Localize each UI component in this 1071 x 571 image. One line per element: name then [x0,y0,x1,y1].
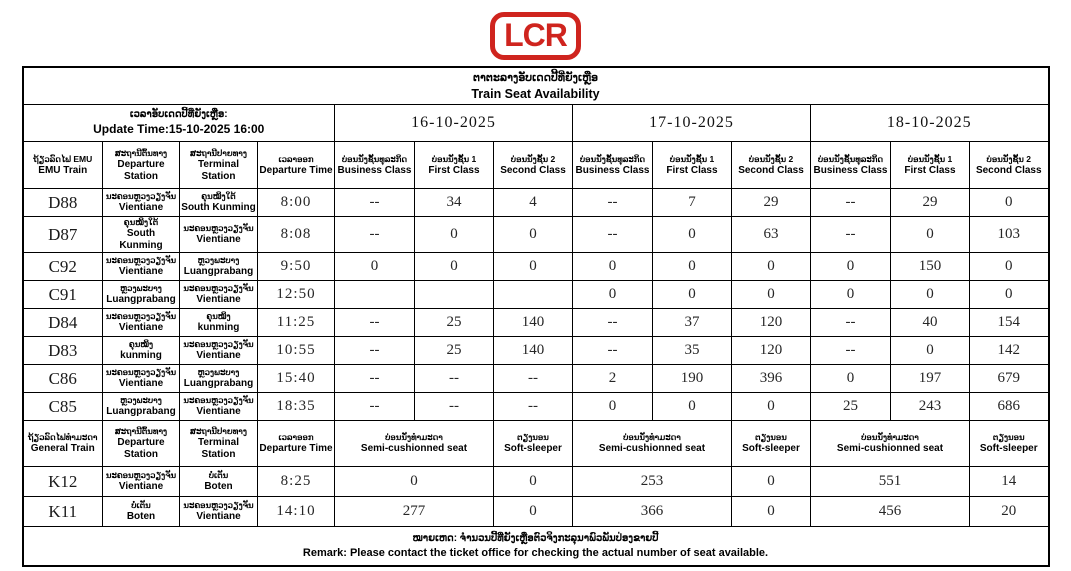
class-header-0-2 [494,142,573,189]
soft-sleeper-cell-1: 0 [732,497,811,527]
train-code-cell: D87 [23,217,103,253]
date-header-cell-2: 18-10-2025 [811,105,1049,142]
seat-count-cell-2-2: 154 [970,309,1049,337]
seat-count-cell-0-1: 25 [415,337,494,365]
emu-header-departure-en: Departure Station [117,158,165,182]
class-header-1-0-en: Business Class [575,164,650,176]
general-header-train-lao: ຖ້ຽວລົດໄຟທຳມະດາ [28,432,98,442]
semi-cushioned-seat-cell-0: 0 [335,467,494,497]
seat-count-cell-2-1: 29 [891,189,970,217]
emu-header-time-en: Departure Time [259,164,333,176]
date-header-cell-1: 17-10-2025 [573,105,811,142]
general-seat-header-1-semi [573,421,732,467]
update-time-en: Update Time:15-10-2025 16:00 [93,122,265,136]
terminal-station-cell [180,365,258,393]
seat-count-cell-0-2: 4 [494,189,573,217]
terminal-station-cell-lao: ນະຄອນຫຼວງວຽງຈັນ [183,283,254,293]
class-header-2-0-lao: ບ່ອນນັ່ງຊັ້ນທຸລະກິດ [817,153,884,164]
terminal-station-cell [180,217,258,253]
seat-count-cell-1-0: -- [573,217,653,253]
emu-header-train-en: EMU Train [38,164,88,176]
train-code-cell: C92 [23,253,103,281]
class-header-2-1 [891,142,970,189]
seat-count-cell-0-1: 34 [415,189,494,217]
emu-train-row-C86 [23,365,1049,393]
seat-count-cell-2-0: -- [811,217,891,253]
seat-count-cell-1-0: 0 [573,281,653,309]
remark-en: Remark: Please contact the ticket office for checking the actual number of seat available. [302,546,769,559]
seat-count-cell-1-1: 37 [653,309,732,337]
table-title-en: Train Seat Availability [471,86,600,101]
train-code-cell: K12 [23,467,103,497]
train-code-cell: K11 [23,497,103,527]
update-time-cell [23,105,335,142]
departure-station-cell [103,365,180,393]
lcr-logo-text: LCR [504,17,567,53]
class-header-2-1-lao: ບ່ອນນັ່ງຊັ້ນ 1 [907,153,953,164]
terminal-station-cell-lao: ບໍ່ເຕັນ [208,470,229,480]
general-seat-header-2-semi [811,421,970,467]
terminal-station-cell [180,253,258,281]
seat-count-cell-1-1: 7 [653,189,732,217]
departure-station-cell-en: Luangprabang [106,294,176,305]
departure-time-cell: 18:35 [258,393,335,421]
general-header-terminal [180,421,258,467]
emu-header-departure-lao: ສະຖານີຕົ້ນທາງ [114,147,168,158]
departure-station-cell [103,467,180,497]
terminal-station-cell-lao: ຄຸນໝິງ [206,311,231,321]
terminal-station-cell-lao: ນະຄອນຫຼວງວຽງຈັນ [183,223,254,233]
emu-train-row-C91 [23,281,1049,309]
general-seat-header-2-semi-lao: ບ່ອນນັ່ງທຳມະດາ [861,432,919,442]
seat-count-cell-1-1: 35 [653,337,732,365]
terminal-station-cell-lao: ຫຼວງພະບາງ [197,367,240,377]
terminal-station-cell-en: Luangprabang [183,266,254,277]
departure-station-cell-en: Vientiane [118,202,164,213]
seat-count-cell-2-1: 40 [891,309,970,337]
terminal-station-cell-en: Vientiane [196,350,241,361]
general-header-departure-lao: ສະຖານີຕົ້ນທາງ [114,426,168,436]
departure-station-cell-lao: ບໍ່ເຕັນ [131,500,151,510]
remark-row [23,527,1049,567]
emu-train-row-D84 [23,309,1049,337]
seat-count-cell-0-0: -- [335,337,415,365]
emu-header-terminal-lao: ສະຖານີປາຍທາງ [189,147,247,158]
terminal-station-cell-en: South Kunming [181,202,256,213]
emu-header-train-lao: ຖ້ຽວລົດໄຟ EMU [33,153,93,164]
terminal-station-cell-en: Luangprabang [183,378,254,389]
terminal-station-cell-lao: ນະຄອນຫຼວງວຽງຈັນ [183,395,254,405]
seat-count-cell-1-1: 0 [653,217,732,253]
logo-area [0,0,1071,60]
seat-count-cell-2-0: 25 [811,393,891,421]
general-header-train-en: General Train [30,443,95,454]
general-seat-header-1-semi-lao: ບ່ອນນັ່ງທຳມະດາ [623,432,681,442]
terminal-station-cell [180,393,258,421]
class-header-2-0-en: Business Class [813,164,888,176]
general-seat-header-1-semi-en: Semi-cushionned seat [598,443,706,454]
seat-count-cell-2-2: 686 [970,393,1049,421]
seat-count-cell-1-0: 0 [573,393,653,421]
semi-cushioned-seat-cell-0: 277 [335,497,494,527]
table-title-cell [23,67,1049,105]
seat-count-cell-1-2: 0 [732,253,811,281]
terminal-station-cell [180,497,258,527]
class-header-2-2-en: Second Class [975,164,1042,176]
class-header-1-2-en: Second Class [738,164,804,176]
seat-count-cell-1-0: 0 [573,253,653,281]
seat-count-cell-0-2: 0 [494,253,573,281]
seat-count-cell-1-2: 396 [732,365,811,393]
seat-count-cell-0-0: -- [335,189,415,217]
departure-station-cell-en: kunming [120,350,162,361]
seat-count-cell-2-1: 243 [891,393,970,421]
emu-header-time-lao: ເວລາອອກ [278,153,314,164]
class-header-1-0-lao: ບ່ອນນັ່ງຊັ້ນທຸລະກິດ [579,153,646,164]
class-header-2-0 [811,142,891,189]
seat-count-cell-0-1: 0 [415,253,494,281]
general-seat-header-2-sleeper [970,421,1049,467]
class-header-0-0-en: Business Class [337,164,412,176]
semi-cushioned-seat-cell-2: 456 [811,497,970,527]
general-seat-header-0-semi-en: Semi-cushionned seat [360,443,468,454]
general-header-departure-en: Departure Station [117,437,165,460]
seat-count-cell-2-2: 679 [970,365,1049,393]
seat-count-cell-0-2: 140 [494,337,573,365]
departure-station-cell-lao: ນະຄອນຫຼວງວຽງຈັນ [105,367,177,377]
terminal-station-cell-en: Vientiane [196,511,241,522]
class-header-0-0-lao: ບ່ອນນັ່ງຊັ້ນທຸລະກິດ [341,153,408,164]
class-header-1-1-lao: ບ່ອນນັ່ງຊັ້ນ 1 [669,153,715,164]
departure-time-cell: 14:10 [258,497,335,527]
terminal-station-cell [180,309,258,337]
class-header-0-2-en: Second Class [500,164,566,176]
departure-station-cell-lao: ນະຄອນຫຼວງວຽງຈັນ [105,311,177,321]
departure-station-cell [103,281,180,309]
departure-time-cell: 8:08 [258,217,335,253]
departure-station-cell-lao: ຄຸນໝິງໃຕ້ [123,217,159,227]
class-header-0-1-en: First Class [428,164,480,176]
general-seat-header-0-semi [335,421,494,467]
semi-cushioned-seat-cell-1: 253 [573,467,732,497]
table-title-lao: ຕາຕະລາງອັບເດດປີ້ທີ່ຍັງເຫຼືອ [472,71,599,84]
departure-time-cell: 8:00 [258,189,335,217]
seat-count-cell-2-0: -- [811,189,891,217]
general-seat-header-0-sleeper-lao: ຕຽງນອນ [517,432,549,442]
seat-count-cell-1-1: 0 [653,281,732,309]
terminal-station-cell [180,189,258,217]
emu-train-row-D87 [23,217,1049,253]
seat-count-cell-1-2: 0 [732,393,811,421]
update-time-lao: ເວລາອັບເດດປີ້ທີ່ຍັງເຫຼືອ: [129,109,228,120]
departure-time-cell: 11:25 [258,309,335,337]
seat-count-cell-2-1: 0 [891,217,970,253]
seat-count-cell-0-2: 140 [494,309,573,337]
seat-count-cell-2-0: 0 [811,281,891,309]
seat-count-cell-0-2: -- [494,393,573,421]
emu-train-row-C92 [23,253,1049,281]
general-header-time-en: Departure Time [259,443,333,454]
terminal-station-cell [180,337,258,365]
departure-station-cell [103,217,180,253]
departure-station-cell [103,189,180,217]
departure-station-cell [103,337,180,365]
train-code-cell: C85 [23,393,103,421]
seat-count-cell-1-2: 29 [732,189,811,217]
seat-count-cell-2-0: 0 [811,253,891,281]
departure-station-cell [103,393,180,421]
seat-count-cell-0-1: 25 [415,309,494,337]
train-code-cell: C91 [23,281,103,309]
seat-count-cell-1-0: -- [573,189,653,217]
class-header-0-1 [415,142,494,189]
general-seat-header-2-semi-en: Semi-cushionned seat [836,443,944,454]
seat-count-cell-2-0: -- [811,337,891,365]
departure-station-cell-en: Vientiane [118,322,164,333]
departure-time-cell: 9:50 [258,253,335,281]
soft-sleeper-cell-0: 0 [494,497,573,527]
terminal-station-cell-lao: ນະຄອນຫຼວງວຽງຈັນ [183,339,254,349]
seat-count-cell-1-2: 63 [732,217,811,253]
seat-count-cell-0-1: -- [415,393,494,421]
departure-station-cell-lao: ນະຄອນຫຼວງວຽງຈັນ [105,470,177,480]
seat-count-cell-1-2: 120 [732,309,811,337]
seat-count-cell-0-1: 0 [415,217,494,253]
train-code-cell: D83 [23,337,103,365]
departure-time-cell: 10:55 [258,337,335,365]
general-header-time [258,421,335,467]
seat-count-cell-1-0: 2 [573,365,653,393]
emu-header-terminal-en: Terminal Station [198,158,239,182]
seat-count-cell-2-2: 0 [970,281,1049,309]
remark-lao: ໝາຍເຫດ: ຈຳນວນປີ້ທີ່ຍັງເຫຼືອຕົວຈິງກະລຸນາພົວພັນປ່ອງຂາຍປີ້ [412,532,659,544]
date-header-cell-0: 16-10-2025 [335,105,573,142]
seat-count-cell-0-1 [415,281,494,309]
terminal-station-cell [180,281,258,309]
terminal-station-cell-lao: ຫຼວງພະບາງ [197,255,240,265]
seat-count-cell-0-0: 0 [335,253,415,281]
emu-train-row-D83 [23,337,1049,365]
general-seat-header-1-sleeper-lao: ຕຽງນອນ [755,432,787,442]
seat-count-cell-0-0: -- [335,217,415,253]
train-code-cell: C86 [23,365,103,393]
seat-count-cell-1-0: -- [573,309,653,337]
semi-cushioned-seat-cell-1: 366 [573,497,732,527]
general-header-row [23,421,1049,467]
terminal-station-cell-en: Vientiane [196,294,241,305]
general-seat-header-1-sleeper-en: Soft-sleeper [742,443,800,454]
terminal-station-cell-en: Boten [204,481,233,492]
general-header-terminal-en: Terminal Station [198,437,239,460]
departure-station-cell-en: Boten [126,511,156,522]
class-header-2-2-lao: ບ່ອນນັ່ງຊັ້ນ 2 [986,153,1031,164]
seat-count-cell-0-1: -- [415,365,494,393]
general-seat-header-2-sleeper-lao: ຕຽງນອນ [992,432,1025,442]
class-header-2-2 [970,142,1049,189]
emu-train-row-D88 [23,189,1049,217]
departure-time-cell: 15:40 [258,365,335,393]
terminal-station-cell-lao: ຄຸນໝິງໃຕ້ [201,191,236,201]
seat-count-cell-0-0: -- [335,365,415,393]
seat-count-cell-0-0: -- [335,309,415,337]
seat-count-cell-0-0 [335,281,415,309]
date-header-row [23,105,1049,142]
departure-station-cell [103,309,180,337]
departure-station-cell-en: Luangprabang [106,406,176,417]
terminal-station-cell-en: Vientiane [196,234,241,245]
general-seat-header-2-sleeper-en: Soft-sleeper [979,443,1038,454]
lcr-logo [490,12,581,60]
seat-count-cell-2-0: -- [811,309,891,337]
seat-count-cell-1-2: 0 [732,281,811,309]
class-header-1-2-lao: ບ່ອນນັ່ງຊັ້ນ 2 [748,153,794,164]
general-seat-header-0-sleeper [494,421,573,467]
class-header-1-1 [653,142,732,189]
seat-count-cell-2-2: 103 [970,217,1049,253]
terminal-station-cell-lao: ນະຄອນຫຼວງວຽງຈັນ [183,500,254,510]
terminal-station-cell [180,467,258,497]
seat-count-cell-2-2: 142 [970,337,1049,365]
seat-count-cell-1-2: 120 [732,337,811,365]
seat-count-cell-0-2: 0 [494,217,573,253]
soft-sleeper-cell-0: 0 [494,467,573,497]
class-header-0-0 [335,142,415,189]
departure-station-cell-en: Vientiane [118,481,164,492]
departure-station-cell-en: South Kunming [119,228,163,251]
emu-header-train [23,142,103,189]
seat-count-cell-2-1: 0 [891,337,970,365]
class-header-row [23,142,1049,189]
terminal-station-cell-en: kunming [197,322,240,333]
seat-count-cell-0-0: -- [335,393,415,421]
seat-count-cell-2-0: 0 [811,365,891,393]
class-header-2-1-en: First Class [904,164,956,176]
departure-time-cell: 8:25 [258,467,335,497]
class-header-1-2 [732,142,811,189]
terminal-station-cell-en: Vientiane [196,406,241,417]
train-code-cell: D84 [23,309,103,337]
title-row [23,67,1049,105]
soft-sleeper-cell-2: 14 [970,467,1049,497]
departure-station-cell-lao: ຄຸນໝິງ [128,339,154,349]
class-header-1-1-en: First Class [666,164,718,176]
soft-sleeper-cell-1: 0 [732,467,811,497]
remark-cell [23,527,1049,567]
emu-header-time [258,142,335,189]
departure-station-cell-en: Vientiane [118,378,164,389]
seat-count-cell-0-2 [494,281,573,309]
class-header-0-2-lao: ບ່ອນນັ່ງຊັ້ນ 2 [510,153,556,164]
departure-station-cell-lao: ນະຄອນຫຼວງວຽງຈັນ [105,255,177,265]
departure-station-cell [103,253,180,281]
seat-availability-table [22,66,1050,567]
departure-station-cell-lao: ນະຄອນຫຼວງວຽງຈັນ [105,191,177,201]
train-code-cell: D88 [23,189,103,217]
seat-count-cell-1-0: -- [573,337,653,365]
seat-count-cell-1-1: 190 [653,365,732,393]
seat-count-cell-2-1: 0 [891,281,970,309]
class-header-0-1-lao: ບ່ອນນັ່ງຊັ້ນ 1 [431,153,477,164]
emu-header-departure [103,142,180,189]
seat-count-cell-2-2: 0 [970,253,1049,281]
general-train-row-K12 [23,467,1049,497]
departure-station-cell-lao: ຫຼວງພະບາງ [120,395,162,405]
general-header-train [23,421,103,467]
departure-time-cell: 12:50 [258,281,335,309]
departure-station-cell [103,497,180,527]
emu-train-row-C85 [23,393,1049,421]
general-seat-header-0-semi-lao: ບ່ອນນັ່ງທຳມະດາ [385,432,443,442]
general-seat-header-1-sleeper [732,421,811,467]
seat-count-cell-2-1: 150 [891,253,970,281]
seat-count-cell-2-2: 0 [970,189,1049,217]
general-header-departure [103,421,180,467]
general-header-terminal-lao: ສະຖານີປາຍທາງ [189,426,247,436]
departure-station-cell-lao: ຫຼວງພະບາງ [120,283,162,293]
seat-count-cell-1-1: 0 [653,253,732,281]
soft-sleeper-cell-2: 20 [970,497,1049,527]
semi-cushioned-seat-cell-2: 551 [811,467,970,497]
departure-station-cell-en: Vientiane [118,266,164,277]
general-header-time-lao: ເວລາອອກ [278,432,314,442]
general-train-row-K11 [23,497,1049,527]
general-seat-header-0-sleeper-en: Soft-sleeper [504,443,562,454]
seat-count-cell-1-1: 0 [653,393,732,421]
seat-count-cell-2-1: 197 [891,365,970,393]
emu-header-terminal [180,142,258,189]
seat-count-cell-0-2: -- [494,365,573,393]
class-header-1-0 [573,142,653,189]
